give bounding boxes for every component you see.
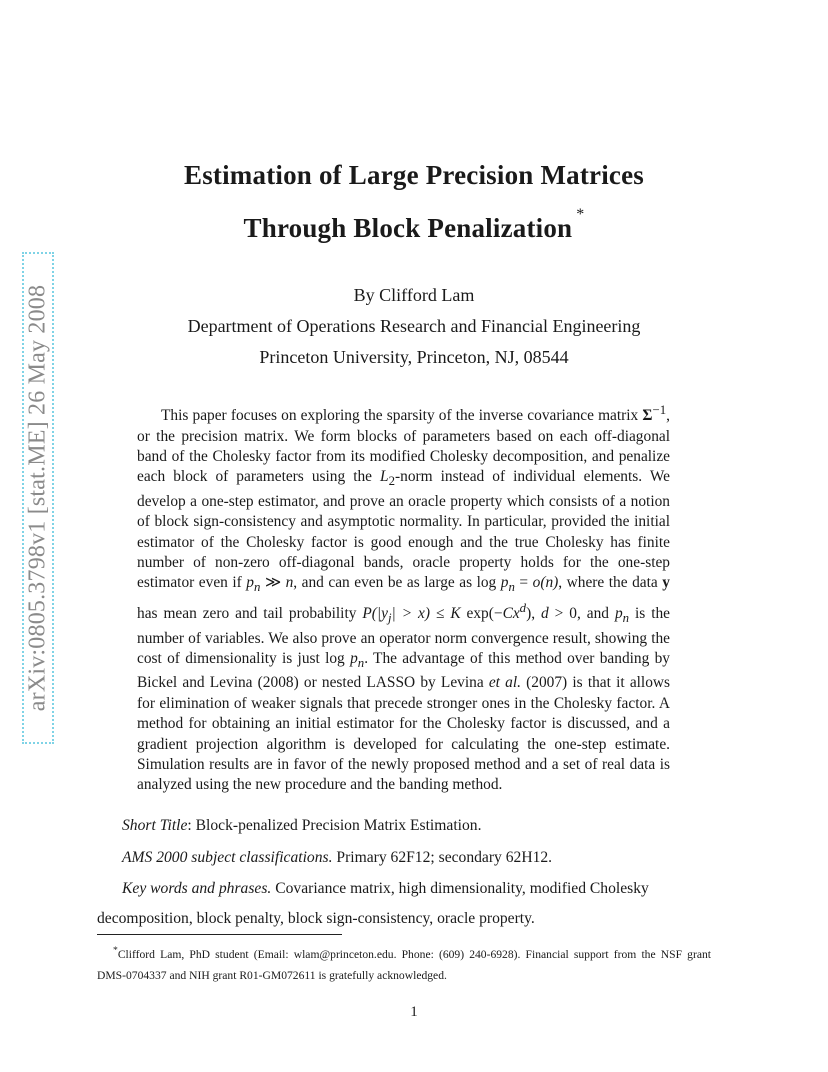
- paper-title-line-2: Through Block Penalization *: [243, 206, 585, 243]
- keywords-line-2: decomposition, block penalty, block sign-consistency, oracle property.: [97, 910, 535, 927]
- footnote-text: Clifford Lam, PhD student (Email: wlam@princeton.edu. Phone: (609) 240-6928). Financial support from the NSF grant DMS-0704337 and NIH grant R01-GM072611 is gratefully acknowledged.: [97, 947, 711, 982]
- arxiv-identifier: arXiv:0805.3798v1 [stat.ME] 26 May 2008: [24, 284, 51, 712]
- abstract-paragraph: This paper focuses on exploring the sparsity of the inverse covariance matrix $\Sigma^{-1}$, or the precision matrix. We form blocks of parameters based on each off-diagonal band of the Cholesky factor from its modified Cholesky decomposition, and penalize each block of parameters using the $L_2$-norm instead of individual elements. We develop a one-step estimator, and prove an oracle property which consists of a notion of block sign-consistency and asymptotic normality. In particular, provided the initial estimator of the Cholesky factor is good enough and the true Cholesky has finite number of non-zero off-diagonal bands, oracle property holds for the one-step estimator even if $p_n$ ≫ n, and can even be as large as $\log p_n = o(n)$, where the data y has mean zero and tail probability $P(|y_j| > x) \le K$ $\exp(-Cx^d)$, d > 0, and $p_n$ is the number of variables. We also prove an operator norm convergence result, showing the cost of dimensionality is just $\log p_n$. The advantage of this method over banding by Bickel and Levina (2008) or nested LASSO by Levina et al. (2007) is that it allows for elimination of weaker signals that precede stronger ones in the Cholesky factor. A method for obtaining an initial estimator for the Cholesky factor is discussed, and a gradient projection algorithm is developed for calculating the one-step estimate. Simulation results are in favor of the newly proposed method and a set of real data is analyzed using the new procedure and the banding method.: [137, 403, 671, 794]
- author-university: Princeton University, Princeton, NJ, 08544: [259, 347, 569, 367]
- page-number: 1: [410, 1004, 418, 1020]
- author-department: Department of Operations Research and Financial Engineering: [187, 316, 641, 336]
- abstract: [137, 400, 670, 796]
- footnote-rule: [97, 934, 342, 935]
- short-title: Short Title: Block-penalized Precision Matrix Estimation.: [122, 817, 482, 834]
- paper-title-line-1: Estimation of Large Precision Matrices: [184, 160, 644, 190]
- author-name: By Clifford Lam: [353, 285, 475, 305]
- title-footnote-mark: *: [576, 206, 585, 223]
- footnote-mark: *: [113, 945, 118, 956]
- footnote: [97, 940, 711, 986]
- keywords-line-1: Key words and phrases. Covariance matrix, high dimensionality, modified Cholesky: [122, 880, 649, 897]
- ams-classification: AMS 2000 subject classifications. Primary 62F12; secondary 62H12.: [122, 849, 553, 866]
